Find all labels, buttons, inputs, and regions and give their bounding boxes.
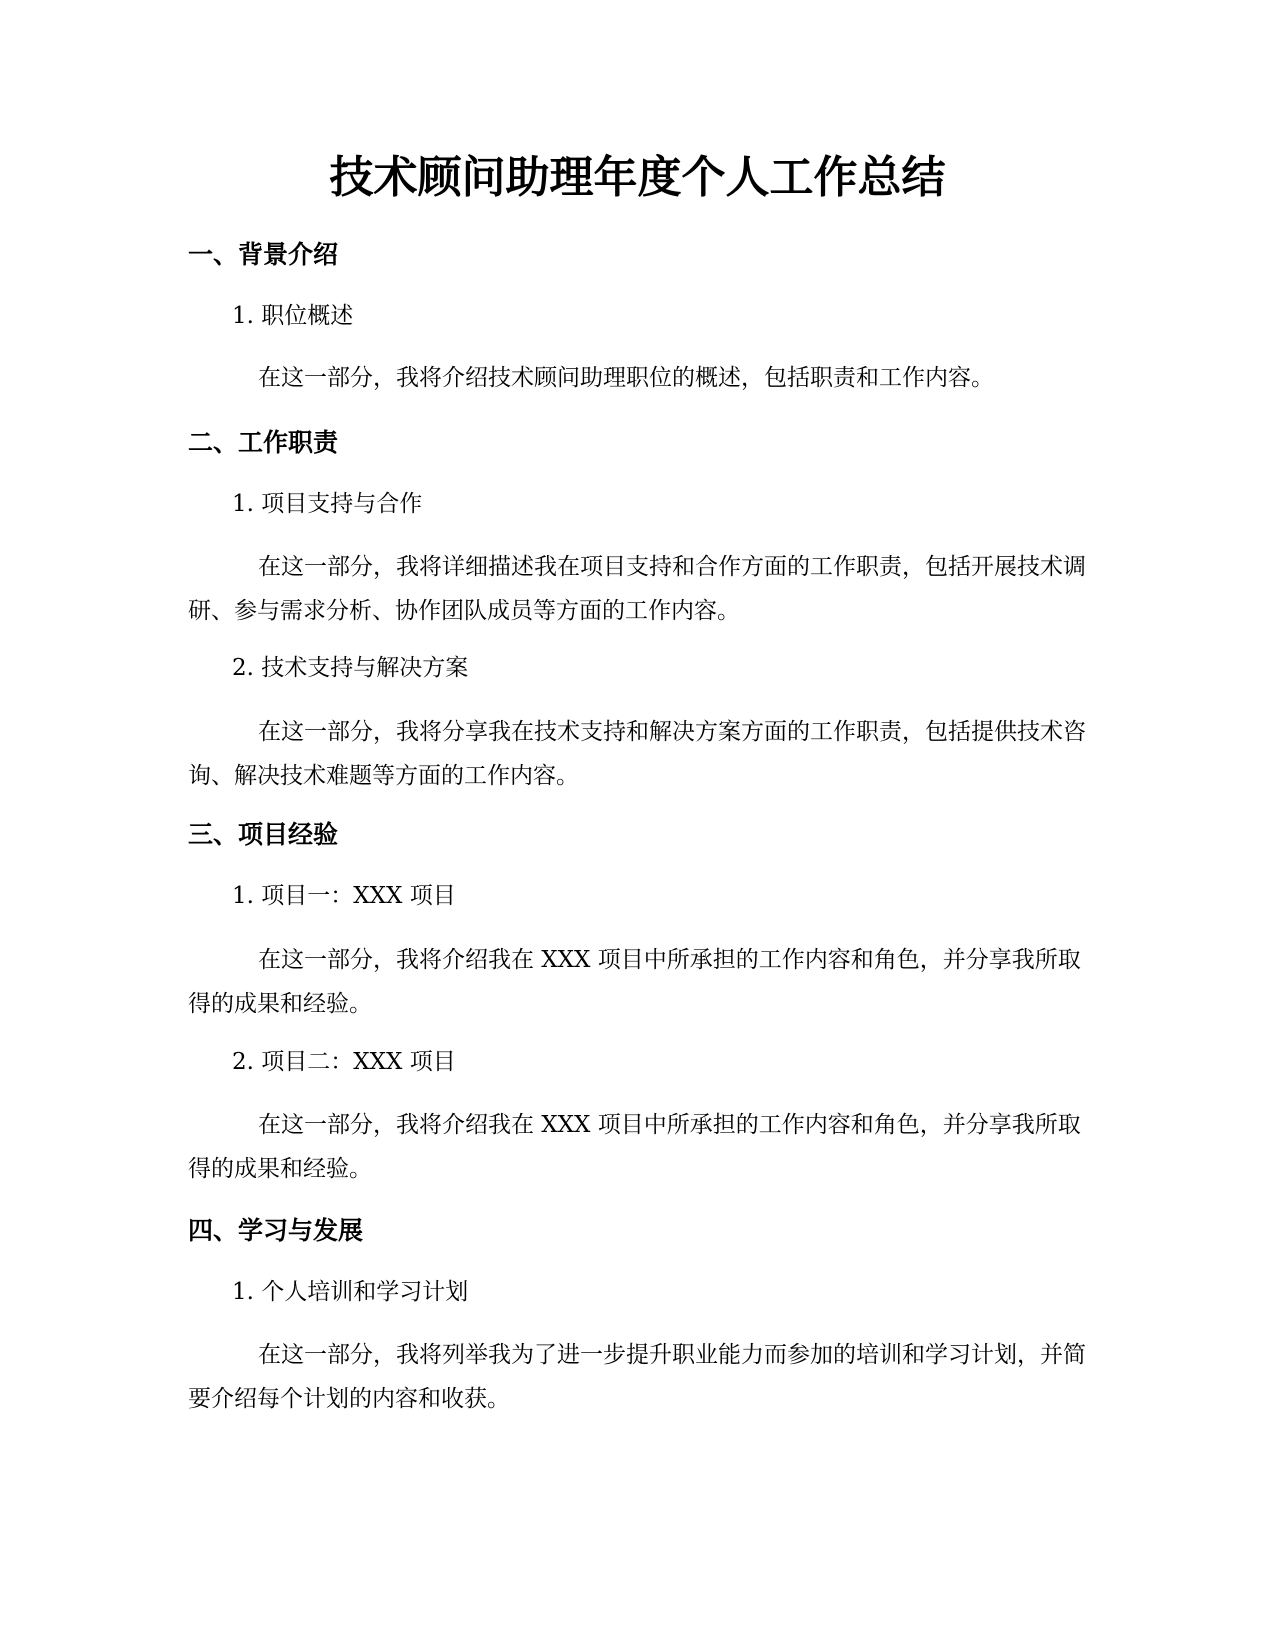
paragraph: 在这一部分，我将介绍技术顾问助理职位的概述，包括职责和工作内容。 (258, 365, 994, 391)
subsection-title: 2. 项目二：XXX 项目 (232, 1049, 456, 1075)
subsection-title: 2. 技术支持与解决方案 (232, 655, 469, 681)
paragraph: 在这一部分，我将介绍我在 XXX 项目中所承担的工作内容和角色，并分享我所取得的成果和经验。 (188, 1112, 1081, 1182)
subsection-title: 1. 个人培训和学习计划 (232, 1279, 469, 1305)
paragraph: 在这一部分，我将列举我为了进一步提升职业能力而参加的培训和学习计划，并简要介绍每个计划的内容和收获。 (188, 1342, 1086, 1412)
subsection-title: 1. 职位概述 (232, 303, 354, 329)
paragraph: 在这一部分，我将介绍我在 XXX 项目中所承担的工作内容和角色，并分享我所取得的成果和经验。 (188, 947, 1081, 1017)
section-heading-projects: 三、项目经验 (188, 820, 339, 849)
section-heading-background: 一、背景介绍 (188, 240, 339, 269)
paragraph: 在这一部分，我将分享我在技术支持和解决方案方面的工作职责，包括提供技术咨询、解决技术难题等方面的工作内容。 (188, 719, 1086, 789)
section-heading-learning: 四、学习与发展 (188, 1216, 364, 1245)
section-heading-duties: 二、工作职责 (188, 428, 339, 457)
paragraph: 在这一部分，我将详细描述我在项目支持和合作方面的工作职责，包括开展技术调研、参与需求分析、协作团队成员等方面的工作内容。 (188, 554, 1086, 624)
subsection-title: 1. 项目支持与合作 (232, 491, 423, 517)
document-title: 技术顾问助理年度个人工作总结 (329, 152, 946, 203)
subsection-title: 1. 项目一：XXX 项目 (232, 883, 456, 909)
